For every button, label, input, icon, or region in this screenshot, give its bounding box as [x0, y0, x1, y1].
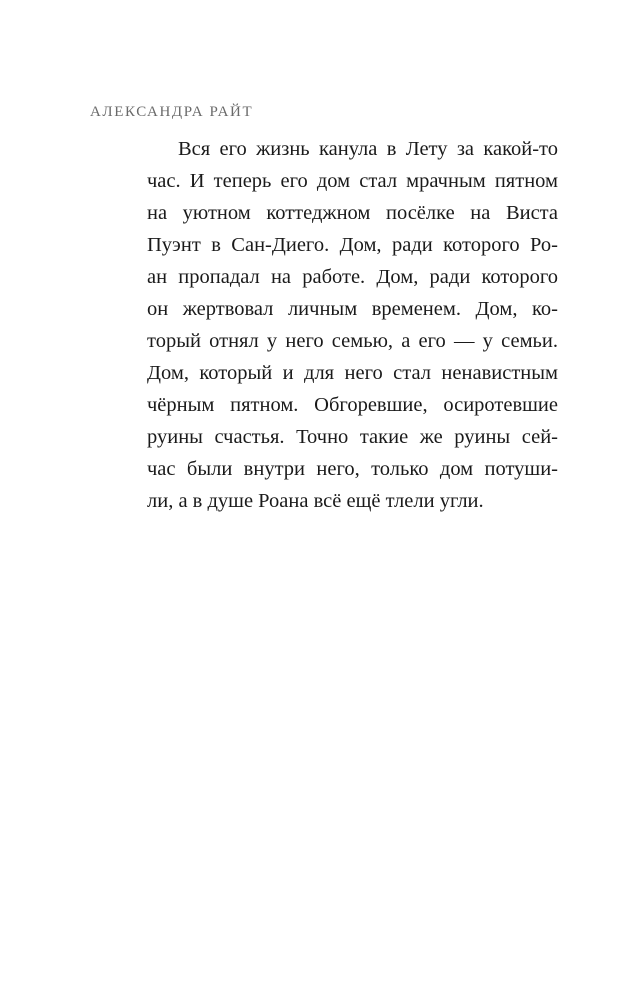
text-line: чёрным пятном. Обгоревшие, осиротевшие: [147, 394, 558, 416]
text-line: Вся его жизнь канула в Лету за какой-то: [178, 138, 558, 160]
text-line: ли, а в душе Роана всё ещё тлели угли.: [147, 490, 484, 512]
text-line: руины счастья. Точно такие же руины сей-: [147, 426, 558, 448]
text-line: Дом, который и для него стал ненавистным: [147, 362, 558, 384]
text-line: Пуэнт в Сан-Диего. Дом, ради которого Ро-: [147, 234, 558, 256]
text-line: на уютном коттеджном посёлке на Виста: [147, 202, 558, 224]
text-line: ан пропадал на работе. Дом, ради которого: [147, 266, 558, 288]
text-line: торый отнял у него семью, а его — у семьи.: [147, 330, 558, 352]
text-line: час были внутри него, только дом потуши-: [147, 458, 558, 480]
running-header: АЛЕКСАНДРА РАЙТ: [90, 104, 254, 120]
text-line: час. И теперь его дом стал мрачным пятном: [147, 170, 558, 192]
body-paragraph: [147, 133, 558, 517]
text-line: он жертвовал личным временем. Дом, ко-: [147, 298, 558, 320]
